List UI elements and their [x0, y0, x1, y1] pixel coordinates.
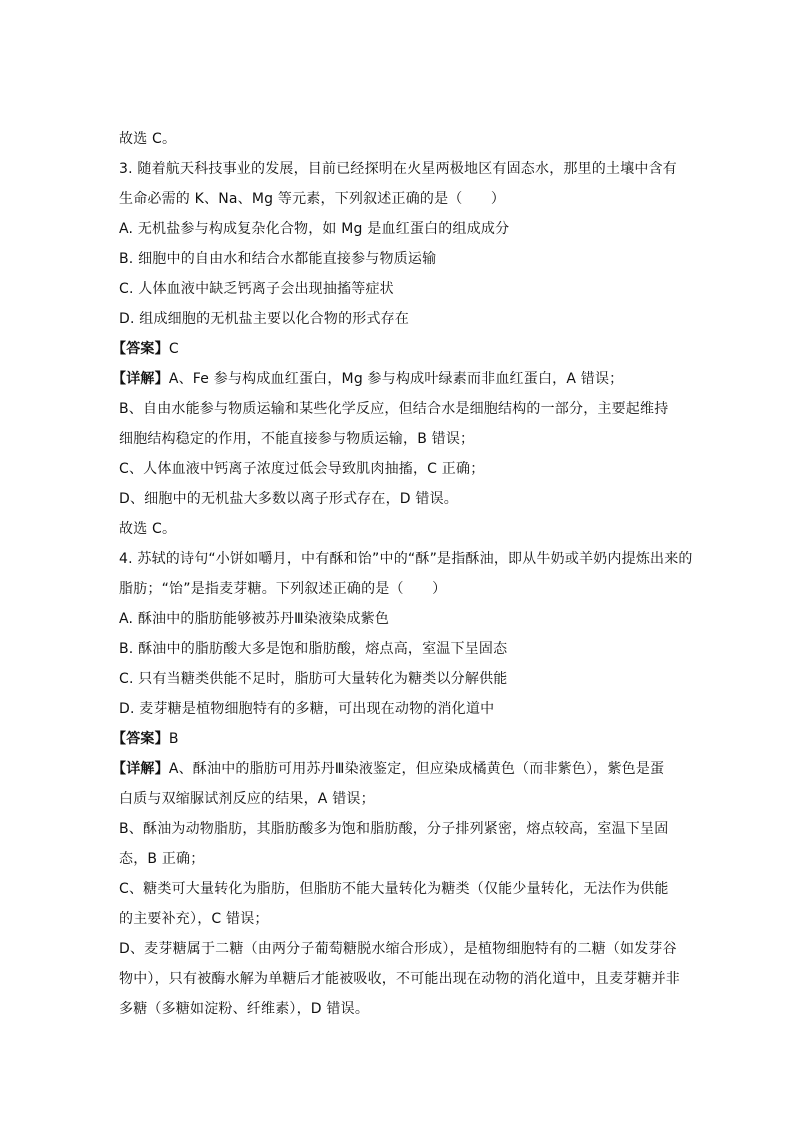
question-4-stem: 脂肪；“饴”是指麦芽糖。下列叙述正确的是（ ）: [119, 581, 447, 597]
analysis-label: 【详解】: [112, 761, 169, 777]
text-line: 故选 C。: [119, 521, 177, 537]
question-3-option-b: B. 细胞中的自由水和结合水都能直接参与物质运输: [119, 251, 437, 267]
question-3-stem: 3. 随着航天科技事业的发展，目前已经探明在火星两极地区有固态水，那里的土壤中含有: [119, 161, 678, 177]
analysis-line: 细胞结构稳定的作用，不能直接参与物质运输，B 错误；: [119, 431, 475, 447]
answer-value: B: [168, 731, 179, 747]
analysis-line: C、糖类可大量转化为脂肪，但脂肪不能大量转化为糖类（仅能少量转化，无法作为供能: [119, 881, 669, 897]
question-4-option-c: C. 只有当糖类供能不足时，脂肪可大量转化为糖类以分解供能: [119, 671, 508, 687]
answer-label: 【答案】: [112, 341, 169, 357]
analysis-line: B、酥油为动物脂肪，其脂肪酸多为饱和脂肪酸，分子排列紧密，熔点较高，室温下呈固: [119, 821, 669, 837]
question-3-answer: [112, 339, 692, 359]
analysis-label: 【详解】: [112, 371, 169, 387]
analysis-line: 的主要补充），C 错误；: [119, 911, 269, 927]
analysis-line: D、麦芽糖属于二糖（由两分子葡萄糖脱水缩合形成），是植物细胞特有的二糖（如发芽谷: [119, 941, 677, 957]
question-4-option-d: D. 麦芽糖是植物细胞特有的多糖，可出现在动物的消化道中: [119, 701, 495, 717]
analysis-line: D、细胞中的无机盐大多数以离子形式存在，D 错误。: [119, 491, 459, 507]
analysis-line: C、人体血液中钙离子浓度过低会导致肌肉抽搐，C 正确；: [119, 461, 485, 477]
question-4-analysis: [112, 759, 692, 779]
analysis-line: 多糖（多糖如淀粉、纤维素），D 错误。: [119, 1001, 370, 1017]
analysis-line: 白质与双缩脲试剂反应的结果，A 错误；: [119, 791, 375, 807]
question-3-option-d: D. 组成细胞的无机盐主要以化合物的形式存在: [119, 311, 410, 327]
analysis-line: B、自由水能参与物质运输和某些化学反应，但结合水是细胞结构的一部分，主要起维持: [119, 401, 669, 417]
question-3-option-a: A. 无机盐参与构成复杂化合物，如 Mg 是血红蛋白的组成成分: [119, 221, 510, 237]
question-4-option-b: B. 酥油中的脂肪酸大多是饱和脂肪酸，熔点高，室温下呈固态: [119, 641, 508, 657]
text-line: 故选 C。: [119, 131, 177, 147]
question-4-answer: [112, 729, 692, 749]
question-3-option-c: C. 人体血液中缺乏钙离子会出现抽搐等症状: [119, 281, 394, 297]
analysis-text: A、Fe 参与构成血红蛋白，Mg 参与构成叶绿素而非血红蛋白，A 错误；: [168, 371, 624, 387]
question-3-stem: 生命必需的 K、Na、Mg 等元素，下列叙述正确的是（ ）: [119, 191, 506, 207]
analysis-line: 态，B 正确；: [119, 851, 205, 867]
answer-value: C: [168, 341, 179, 357]
analysis-text: A、酥油中的脂肪可用苏丹Ⅲ染液鉴定，但应染成橘黄色（而非紫色），紫色是蛋: [168, 761, 665, 777]
question-4-stem: 4. 苏轼的诗句“小饼如嚼月，中有酥和饴”中的“酥”是指酥油，即从牛奶或羊奶内提炼出来的: [119, 551, 693, 567]
answer-label: 【答案】: [112, 731, 169, 747]
question-3-analysis: [112, 369, 692, 389]
analysis-line: 物中），只有被酶水解为单糖后才能被吸收，不可能出现在动物的消化道中，且麦芽糖并非: [119, 971, 680, 987]
question-4-option-a: A. 酥油中的脂肪能够被苏丹Ⅲ染液染成紫色: [119, 611, 390, 627]
